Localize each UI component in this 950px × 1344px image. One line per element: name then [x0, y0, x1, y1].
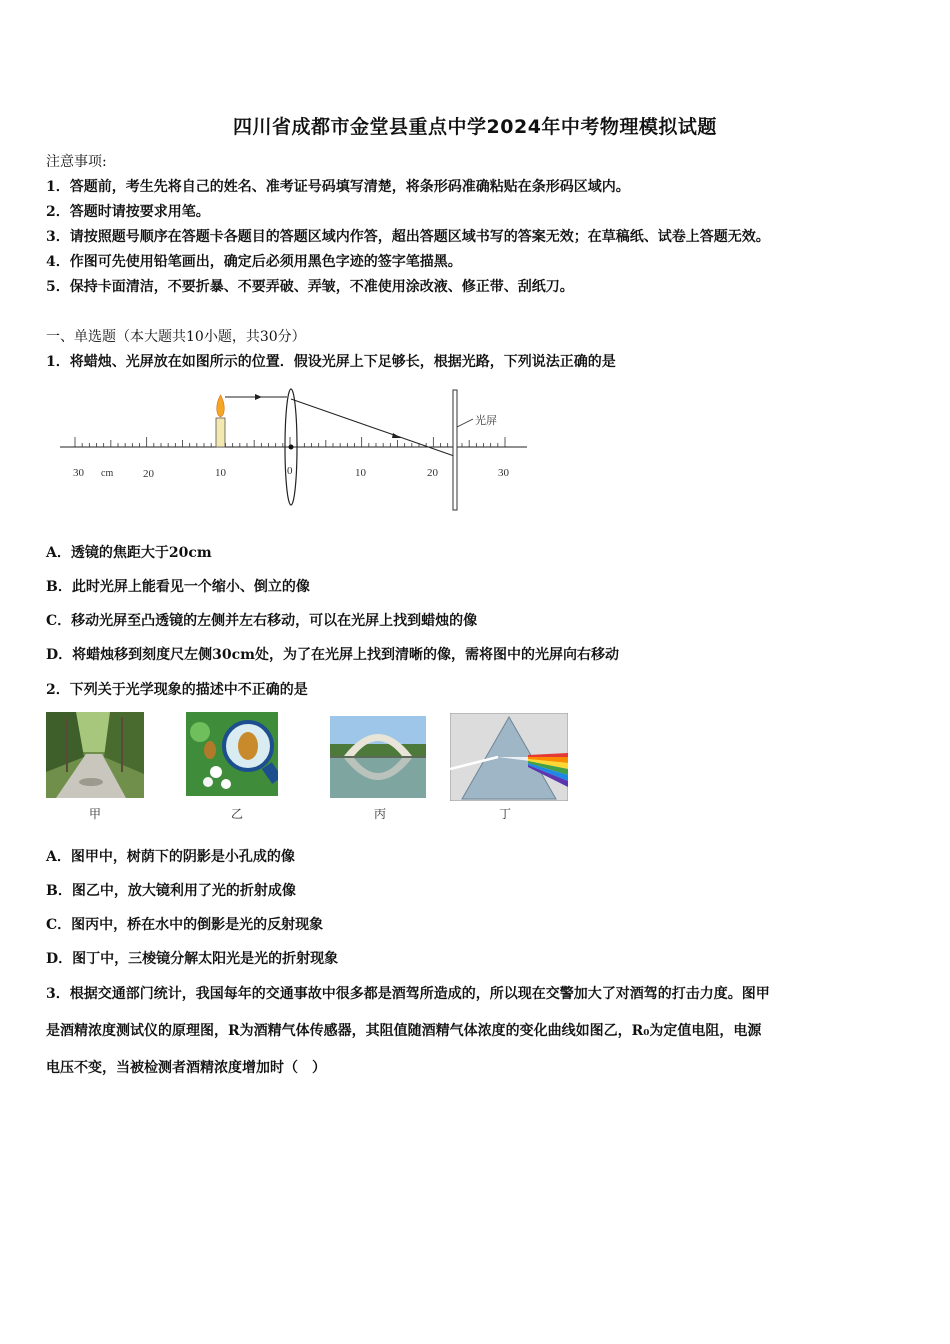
caption-jia: 甲 — [88, 807, 101, 821]
question-3-line: 3．根据交通部门统计，我国每年的交通事故中很多都是酒驾所造成的，所以现在交警加大了对酒驾的打击力度。图甲 — [46, 986, 770, 1002]
ray-arrow-icon — [255, 394, 262, 400]
tick-label: 20 — [143, 468, 154, 480]
tree-shade-photo — [46, 712, 144, 798]
prism-dispersion-image — [450, 713, 568, 801]
q2-option-a: A．图甲中，树荫下的阴影是小孔成的像 — [46, 849, 295, 865]
optics-bench-figure — [55, 385, 535, 515]
question-1-stem: 1．将蜡烛、光屏放在如图所示的位置．假设光屏上下足够长，根据光路，下列说法正确的是 — [46, 354, 616, 370]
q2-option-c: C．图丙中，桥在水中的倒影是光的反射现象 — [46, 917, 324, 933]
magnifier-bee-photo — [186, 712, 278, 796]
bridge-reflection-photo — [330, 716, 426, 798]
tick-label: 0 — [287, 465, 293, 477]
refracted-ray — [291, 399, 457, 457]
notice-heading: 注意事项: — [46, 154, 107, 170]
flame-icon — [217, 395, 225, 417]
notice-item: 3．请按照题号顺序在答题卡各题目的答题区域内作答，超出答题区域书写的答案无效；在草稿纸、试卷上答题无效。 — [46, 229, 770, 245]
caption-yi: 乙 — [230, 807, 243, 821]
tick-label: 30 — [498, 467, 509, 479]
candle-body — [216, 418, 225, 447]
q1-option-a: A．透镜的焦距大于20cm — [46, 545, 212, 561]
q2-option-b: B．图乙中，放大镜利用了光的折射成像 — [46, 883, 296, 899]
light-screen — [453, 390, 457, 510]
q1-option-c: C．移动光屏至凸透镜的左侧并左右移动，可以在光屏上找到蜡烛的像 — [46, 613, 478, 629]
screen-label: 光屏 — [475, 415, 497, 427]
ray-arrow-icon — [392, 433, 401, 438]
tick-label: 20 — [427, 467, 438, 479]
notice-item: 4．作图可先使用铅笔画出，确定后必须用黑色字迹的签字笔描黑。 — [46, 254, 462, 270]
question-3-line: 电压不变，当被检测者酒精浓度增加时（ ） — [46, 1060, 326, 1076]
caption-ding: 丁 — [498, 807, 511, 821]
q2-option-d: D．图丁中，三棱镜分解太阳光是光的折射现象 — [46, 951, 339, 967]
page-title: 四川省成都市金堂县重点中学2024年中考物理模拟试题 — [233, 116, 717, 138]
question-3-line: 是酒精浓度测试仪的原理图，R为酒精气体传感器，其阻值随酒精气体浓度的变化曲线如图乙，R₀为定值电阻，电源 — [46, 1023, 762, 1039]
q1-option-b: B．此时光屏上能看见一个缩小、倒立的像 — [46, 579, 310, 595]
tick-label: 10 — [215, 467, 226, 479]
notice-item: 2．答题时请按要求用笔。 — [46, 204, 210, 220]
tick-label: 30 — [73, 467, 84, 479]
unit-label: cm — [101, 468, 114, 479]
tick-label: 10 — [355, 467, 366, 479]
question-2-stem: 2．下列关于光学现象的描述中不正确的是 — [46, 682, 308, 698]
notice-item: 1．答题前，考生先将自己的姓名、准考证号码填写清楚，将条形码准确粘贴在条形码区域内。 — [46, 179, 630, 195]
notice-item: 5．保持卡面清洁，不要折暴、不要弄破、弄皱，不准使用涂改液、修正带、刮纸刀。 — [46, 279, 574, 295]
section-heading: 一、单选题（本大题共10小题，共30分） — [46, 329, 306, 345]
caption-bing: 丙 — [373, 807, 386, 821]
lens-center — [289, 445, 294, 450]
q1-option-d: D．将蜡烛移到刻度尺左侧30cm处，为了在光屏上找到清晰的像，需将图中的光屏向右移动 — [46, 647, 619, 663]
